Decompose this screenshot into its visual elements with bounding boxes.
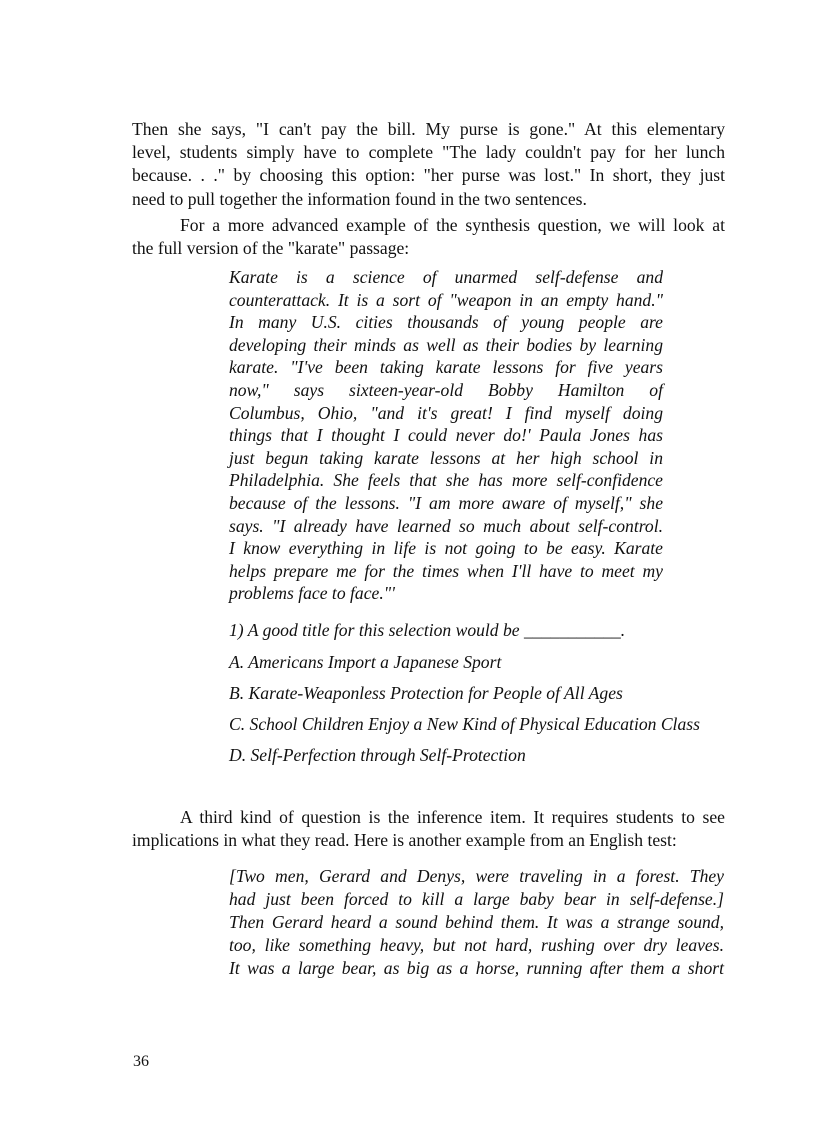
- passage-line: I know everything in life is not going to be easy. Karate: [229, 538, 663, 559]
- passage-line: Karate is a science of unarmed self-defense and: [229, 267, 663, 287]
- paragraph-intro: [132, 118, 725, 211]
- paragraph-synthesis: [132, 214, 725, 260]
- passage-line: [Two men, Gerard and Denys, were traveling in a forest. They: [229, 866, 724, 886]
- passage-line: because of the lessons. "I am more aware of myself," she: [229, 492, 663, 513]
- passage-line: things that I thought I could never do!' Paula Jones has: [229, 425, 663, 446]
- passage-line: Then Gerard heard a sound behind them. It was a strange sound,: [229, 912, 724, 932]
- passage-line: just begun taking karate lessons at her high school in: [229, 447, 663, 468]
- option-a: A. Americans Import a Japanese Sport: [229, 652, 502, 672]
- text-line: the full version of the "karate" passage:: [132, 238, 410, 259]
- passage-line: Philadelphia. She feels that she has more self-confidence: [229, 470, 663, 491]
- passage-line: says. "I already have learned so much about self-control.: [229, 515, 663, 536]
- passage-line: karate. "I've been taking karate lessons for five years: [229, 357, 663, 378]
- passage-line: too, like something heavy, but not hard, rushing over dry leaves.: [229, 935, 724, 955]
- question-prompt: 1) A good title for this selection would be ___________.: [229, 620, 626, 640]
- option-d: D. Self-Perfection through Self-Protection: [229, 745, 526, 765]
- text-line: Then she says, "I can't pay the bill. My purse is gone." At this elementary: [132, 119, 725, 139]
- text-line: need to pull together the information found in the two sentences.: [132, 188, 587, 209]
- text-line: implications in what they read. Here is another example from an English test:: [132, 830, 677, 851]
- passage-line: Columbus, Ohio, "and it's great! I find myself doing: [229, 402, 663, 423]
- passage-line: had just been forced to kill a large baby bear in self-defense.]: [229, 889, 724, 909]
- passage-line: developing their minds as well as their bodies by learning: [229, 334, 663, 355]
- page-number: 36: [133, 1053, 149, 1070]
- text-line: A third kind of question is the inference item. It requires students to see: [180, 807, 725, 827]
- text-line: level, students simply have to complete "The lady couldn't pay for her lunch: [132, 142, 725, 163]
- text-line: because. . ." by choosing this option: "her purse was lost." In short, they just: [132, 165, 725, 186]
- text-line: For a more advanced example of the synthesis question, we will look at: [180, 215, 725, 235]
- paragraph-inference: [132, 806, 725, 852]
- karate-passage: [229, 266, 663, 605]
- passage-line: helps prepare me for the times when I'll have to meet my: [229, 560, 663, 581]
- option-b: B. Karate-Weaponless Protection for People of All Ages: [229, 683, 623, 703]
- option-c: C. School Children Enjoy a New Kind of Physical Education Class: [229, 714, 700, 734]
- passage-line: In many U.S. cities thousands of young people are: [229, 312, 663, 333]
- passage-line: It was a large bear, as big as a horse, running after them a short: [229, 958, 724, 978]
- passage-line: problems face to face."': [229, 583, 395, 604]
- bear-passage: [229, 865, 724, 980]
- passage-line: now," says sixteen-year-old Bobby Hamilton of: [229, 379, 663, 400]
- passage-line: counterattack. It is a sort of "weapon in an empty hand.": [229, 289, 663, 310]
